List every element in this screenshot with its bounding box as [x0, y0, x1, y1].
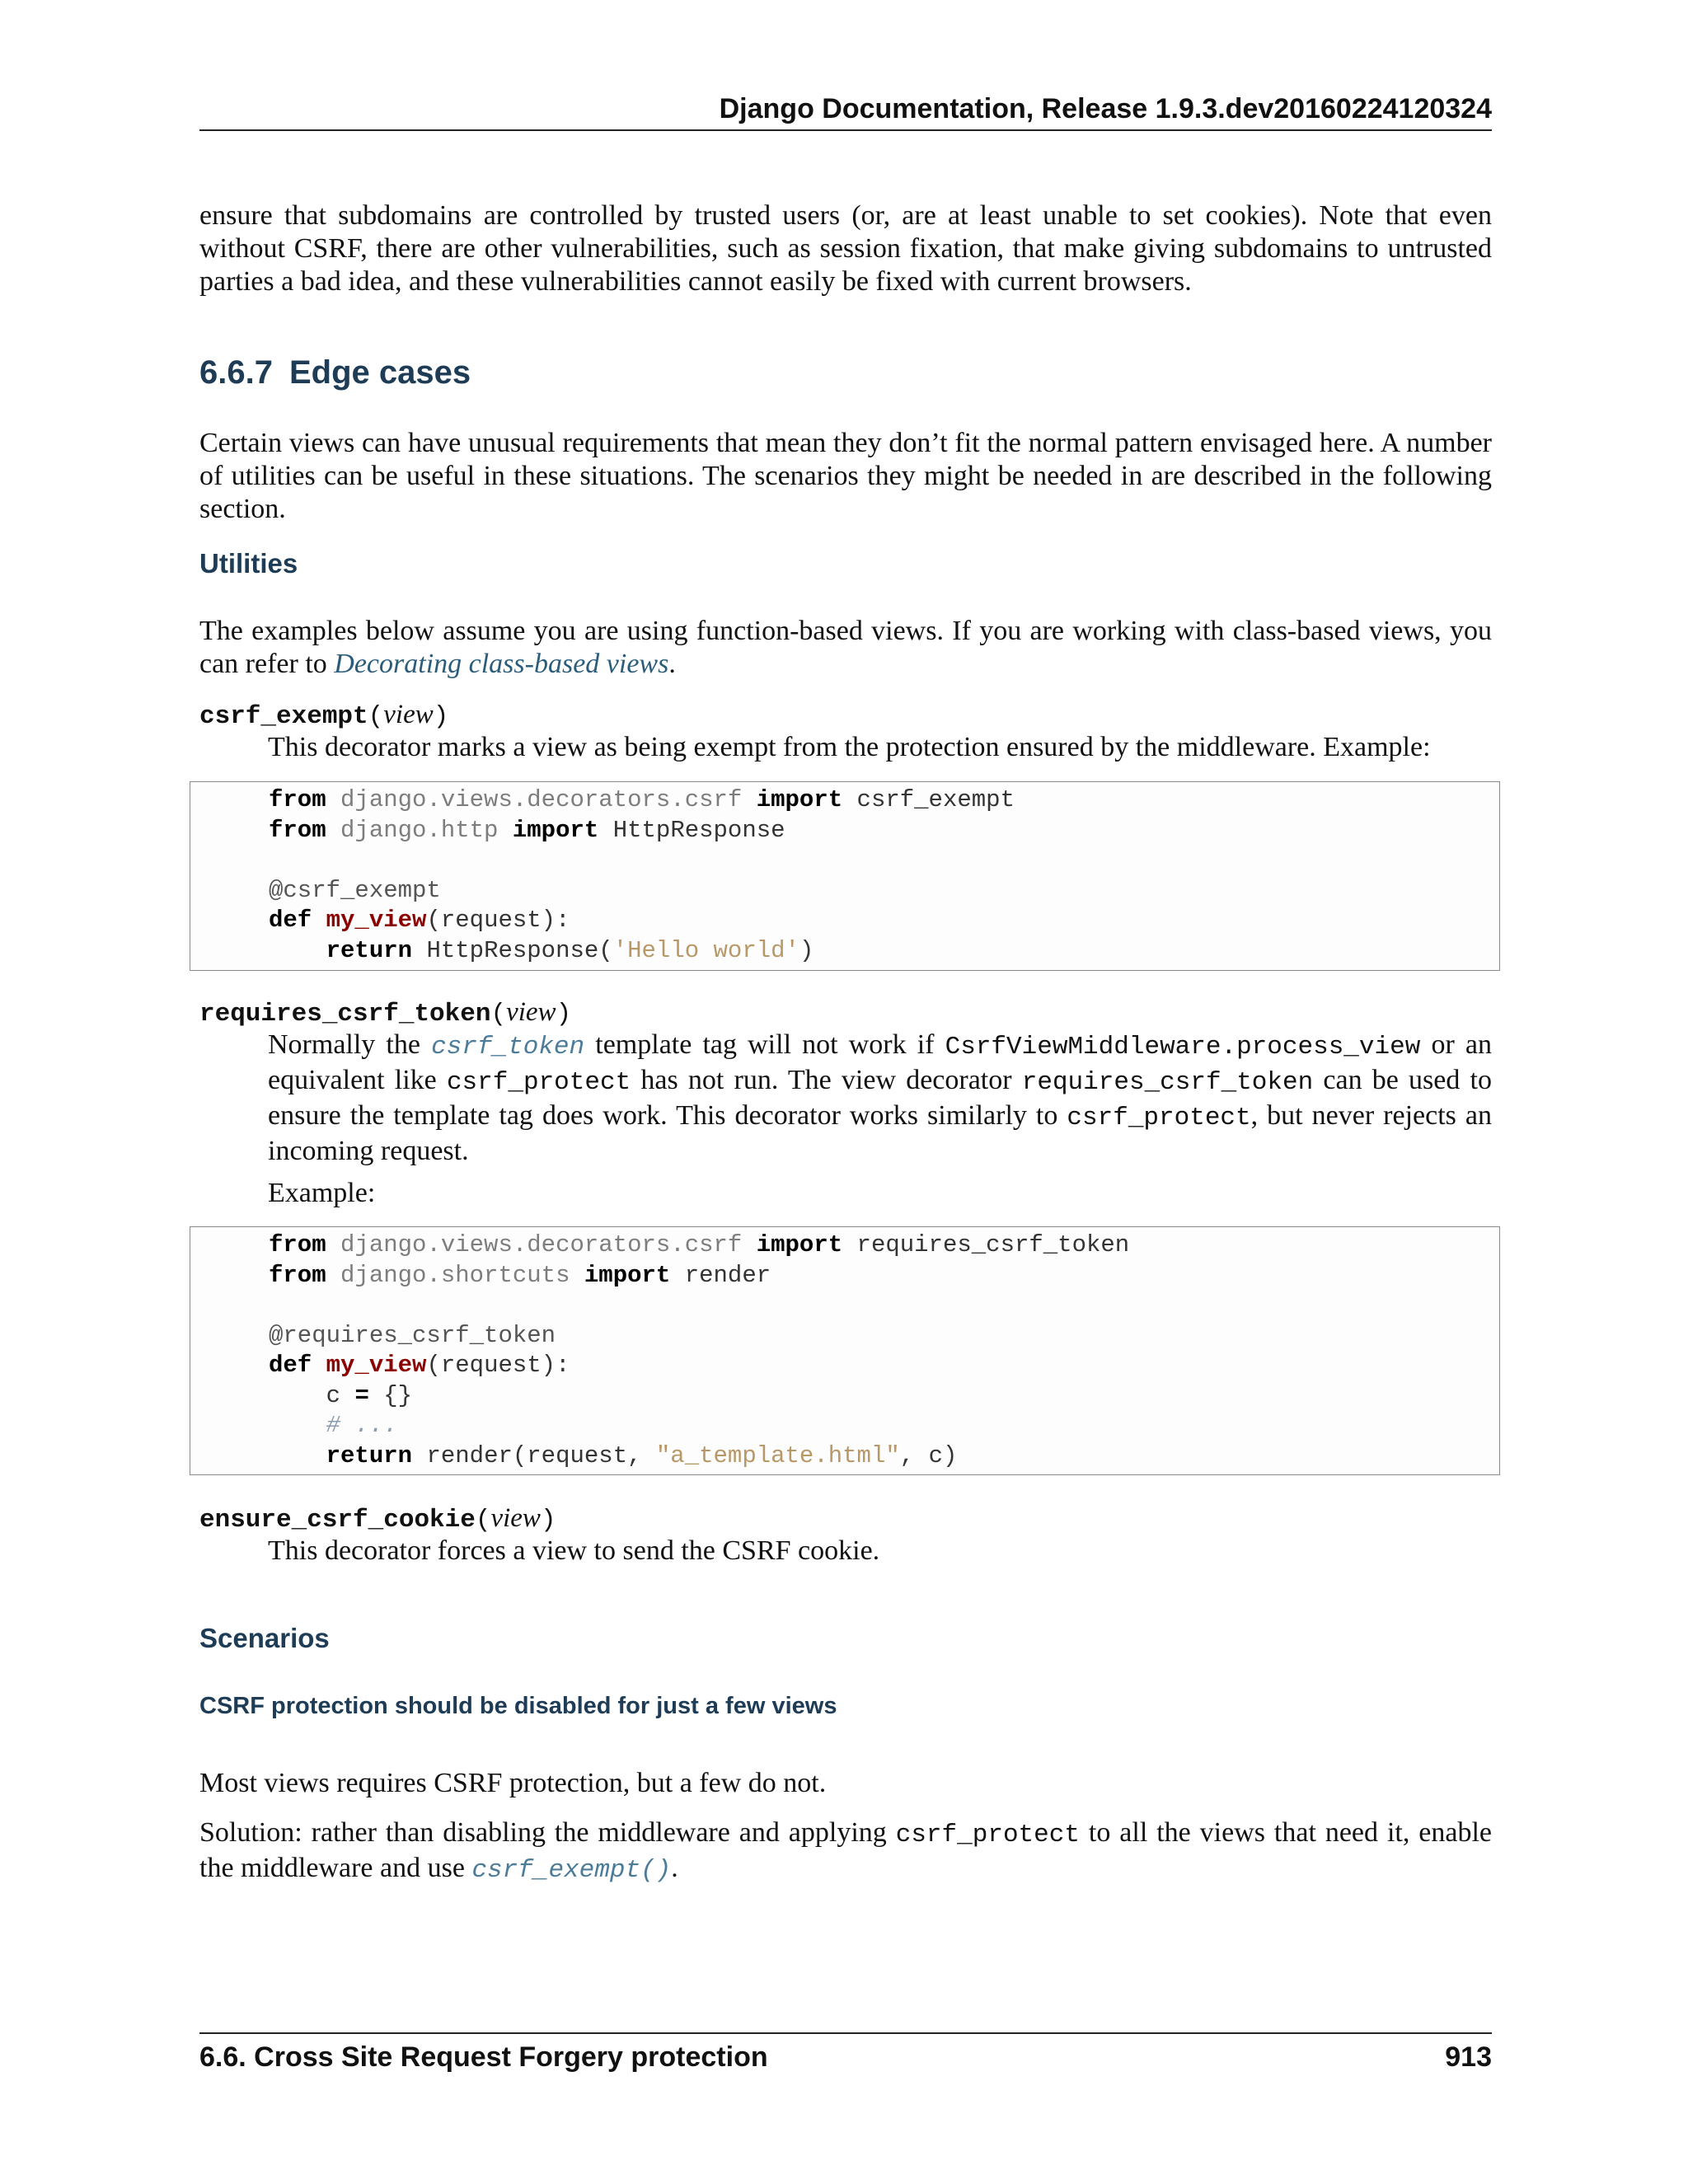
- utilities-period: .: [668, 649, 676, 679]
- csrf-exempt-close-paren: ): [433, 702, 449, 731]
- requires-csrf-token-code-block: [190, 1226, 1500, 1475]
- scenario-text-1: Most views requires CSRF protection, but a few do not.: [199, 1768, 827, 1798]
- code-line: from django.http import HttpResponse: [269, 816, 785, 844]
- requires-csrf-token-arg: view: [506, 997, 556, 1027]
- csrf-exempt-desc: This decorator marks a view as being exempt from the protection ensured by the middleware. Example:: [268, 732, 1431, 762]
- requires-csrf-token-description: [199, 1029, 1492, 1168]
- code-line: from django.views.decorators.csrf import requires_csrf_token: [269, 1231, 1130, 1258]
- section-number: 6.6.7: [199, 354, 273, 391]
- csrf-exempt-name: csrf_exempt: [199, 702, 368, 731]
- ensure-csrf-cookie-close-paren: ): [540, 1506, 556, 1535]
- code-line: # ...: [326, 1412, 398, 1439]
- code-line: return render(request, "a_template.html", c): [326, 1441, 958, 1469]
- utilities-heading: Utilities: [199, 548, 298, 579]
- utilities-text: The examples below assume you are using function-based views. If you are working with class-based views, you can refer to: [199, 616, 1492, 679]
- section-paragraph: [199, 427, 1492, 526]
- footer-rule: [199, 2032, 1492, 2034]
- utilities-paragraph: [199, 615, 1492, 681]
- csrf-token-link[interactable]: csrf_token: [431, 1033, 585, 1062]
- scenario-paragraph-2: [199, 1816, 1492, 1887]
- requires-csrf-token-close-paren: ): [556, 1000, 572, 1029]
- decorating-class-based-views-link[interactable]: Decorating class-based views: [334, 649, 669, 679]
- csrf-exempt-description: [199, 731, 1492, 764]
- csrf-exempt-link[interactable]: csrf_exempt(): [471, 1856, 672, 1885]
- csrf-exempt-signature: [199, 698, 1492, 733]
- section-heading: [199, 353, 1492, 392]
- requires-csrf-token-signature: [199, 996, 1492, 1031]
- code-line: def my_view(request):: [269, 907, 570, 934]
- requires-csrf-token-open-paren: (: [490, 1000, 507, 1029]
- ensure-csrf-cookie-description: [199, 1535, 1492, 1568]
- code-line: return HttpResponse('Hello world'): [326, 936, 814, 964]
- section-title: Edge cases: [288, 354, 471, 391]
- code-line: from django.views.decorators.csrf import csrf_exempt: [269, 786, 1015, 813]
- code-line: c = {}: [326, 1381, 413, 1409]
- ensure-csrf-cookie-arg: view: [490, 1503, 541, 1533]
- scenario-text-2: Solution: rather than disabling the middleware and applying csrf_protect to all the views that need it, enable the middleware and use csrf_exempt().: [199, 1817, 1492, 1885]
- scenarios-heading: Scenarios: [199, 1623, 330, 1653]
- ensure-csrf-cookie-signature: [199, 1502, 1492, 1537]
- ensure-csrf-cookie-name: ensure_csrf_cookie: [199, 1506, 476, 1535]
- example-text: Example:: [268, 1178, 376, 1208]
- example-label: [199, 1177, 1492, 1210]
- code-line: from django.shortcuts import render: [269, 1261, 771, 1289]
- intro-text: ensure that subdomains are controlled by trusted users (or, are at least unable to set cookies). Note that even without CSRF, there are other vulnerabilities, such as session fixation, that make giving subdomains to untrusted parties a bad idea, and these vulnerabilities cannot easily be fixed with current browsers.: [199, 200, 1492, 297]
- requires-csrf-token-name: requires_csrf_token: [199, 1000, 491, 1029]
- csrf-exempt-code-block: [190, 781, 1500, 971]
- running-header: Django Documentation, Release 1.9.3.dev20160224120324: [719, 93, 1492, 124]
- csrf-exempt-arg: view: [383, 700, 434, 729]
- header-rule: [199, 129, 1492, 131]
- footer-section-title: 6.6. Cross Site Request Forgery protection: [199, 2041, 768, 2073]
- csrf-exempt-open-paren: (: [368, 702, 384, 731]
- scenario-paragraph-1: [199, 1767, 1492, 1800]
- ensure-csrf-cookie-desc: This decorator forces a view to send the CSRF cookie.: [268, 1535, 880, 1566]
- scenario-subheading: CSRF protection should be disabled for just a few views: [199, 1693, 837, 1719]
- code-line: @csrf_exempt: [269, 876, 441, 904]
- requires-csrf-token-desc: Normally the csrf_token template tag will not work if CsrfViewMiddleware.process_view or an equivalent like csrf_protect has not run. The view decorator requires_csrf_token can be used to ensure the template tag does work. This decorator works similarly to csrf_protect, but never rejects an incoming request.: [268, 1029, 1492, 1166]
- code-line: @requires_csrf_token: [269, 1321, 556, 1349]
- page-number: 913: [1445, 2041, 1492, 2073]
- code-line: def my_view(request):: [269, 1352, 570, 1379]
- intro-paragraph: [199, 199, 1492, 298]
- running-footer: [199, 2041, 1492, 2074]
- ensure-csrf-cookie-open-paren: (: [475, 1506, 491, 1535]
- section-text: Certain views can have unusual requirements that mean they don’t fit the normal pattern envisaged here. A number of utilities can be useful in these situations. The scenarios they might be needed in are described in the following section.: [199, 428, 1492, 524]
